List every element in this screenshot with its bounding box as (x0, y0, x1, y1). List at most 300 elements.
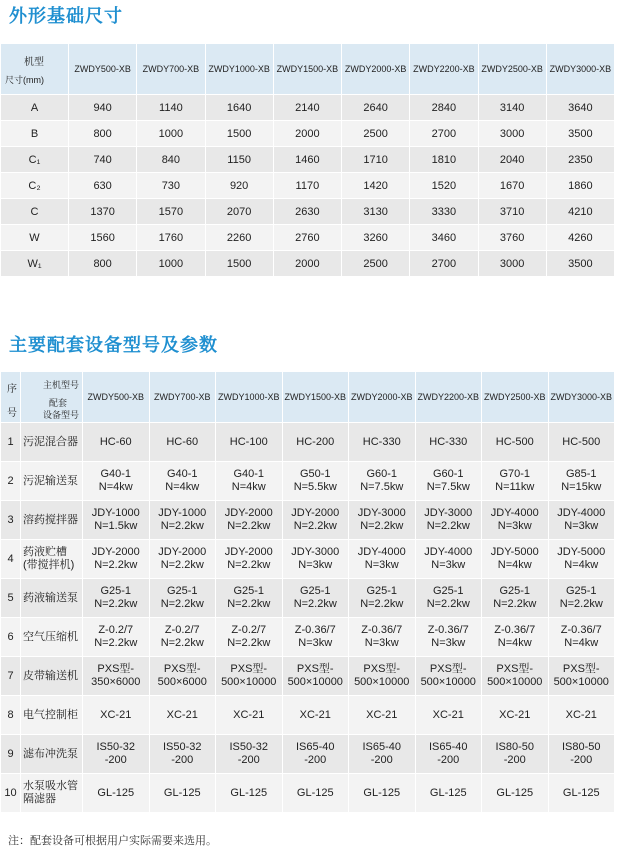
equipment-spec (83, 462, 150, 501)
dimension-value: 2070 (205, 199, 273, 225)
row-number: 1 (1, 423, 21, 462)
section-title-dimensions: 外形基础尺寸 (9, 6, 123, 27)
equipment-spec-line: N=2.2kw (293, 598, 337, 610)
equipment-spec (548, 462, 615, 501)
equipment-spec (349, 540, 416, 579)
seq-header-bottom: 号 (7, 408, 17, 419)
equipment-spec-line: N=2.2kw (94, 598, 138, 610)
equipment-spec-line: G70-1 (499, 468, 531, 480)
equipment-spec-line: HC-60 (166, 435, 199, 448)
dimension-value: 2760 (273, 225, 341, 251)
equipment-spec-line: N=2.2kw (160, 559, 204, 571)
equipment-spec-line: JDY-1000 (158, 507, 207, 519)
equipment-spec-line: GL-125 (496, 786, 534, 799)
dimensions-header-row (1, 44, 615, 95)
equipment-spec-line: N=3kw (364, 637, 399, 649)
equipment-spec-line: Z-0.36/7 (361, 624, 403, 636)
equipment-spec-line: XC-21 (565, 708, 597, 721)
equipment-spec-line: PXS型- (562, 663, 600, 675)
equipment-name (21, 423, 83, 462)
dimension-value: 2000 (273, 121, 341, 147)
equipment-spec (548, 657, 615, 696)
equipment-name (21, 657, 83, 696)
equipment-spec-line: 350×6000 (91, 676, 141, 688)
equipment-name (21, 540, 83, 579)
equipment-spec (216, 501, 283, 540)
row-number: 6 (1, 618, 21, 657)
dimension-value: 1520 (410, 173, 478, 199)
corner-size-label: 尺寸(mm) (5, 75, 44, 85)
model-header: ZWDY3000-XB (548, 372, 615, 423)
equipment-spec-line: IS50-32 (162, 741, 202, 753)
equipment-row (1, 423, 615, 462)
equipment-spec (216, 618, 283, 657)
equipment-spec (482, 423, 549, 462)
equipment-name (21, 735, 83, 774)
equipment-spec (83, 540, 150, 579)
equipment-spec-line: IS80-50 (561, 741, 601, 753)
dimensions-corner-cell (1, 44, 69, 95)
equipment-spec (349, 696, 416, 735)
equipment-spec (216, 540, 283, 579)
equipment-spec-line: N=4kw (497, 637, 532, 649)
equipment-spec (349, 735, 416, 774)
dimension-value: 3140 (478, 95, 546, 121)
dimensions-table (0, 43, 615, 277)
equipment-spec-line: JDY-4000 (357, 546, 406, 558)
equipment-spec-line: GL-125 (97, 786, 135, 799)
corner-equip-label-1: 配套 (49, 398, 68, 408)
equipment-spec (415, 462, 482, 501)
dimension-value: 1810 (410, 147, 478, 173)
equipment-spec (349, 423, 416, 462)
equipment-spec-line: -200 (370, 754, 393, 766)
dimension-value: 1860 (546, 173, 614, 199)
equipment-row (1, 540, 615, 579)
equipment-spec (282, 657, 349, 696)
equipment-name-line: 污泥混合器 (23, 435, 78, 448)
equipment-spec-line: JDY-4000 (490, 507, 539, 519)
dimension-value: 1710 (342, 147, 410, 173)
equipment-spec (216, 462, 283, 501)
equipment-spec (548, 501, 615, 540)
equipment-spec (149, 423, 216, 462)
dimension-row (1, 199, 615, 225)
equipment-spec (482, 696, 549, 735)
equipment-spec-line: N=2.2kw (360, 598, 404, 610)
equipment-spec-line: JDY-2000 (158, 546, 207, 558)
equipment-spec (149, 540, 216, 579)
equipment-table (0, 371, 615, 813)
equipment-spec-line: 500×10000 (221, 676, 277, 688)
dimension-value: 630 (69, 173, 137, 199)
dimension-value: 1640 (205, 95, 273, 121)
equipment-row (1, 462, 615, 501)
equipment-spec-line: G40-1 (100, 468, 132, 480)
equipment-row (1, 774, 615, 813)
equipment-spec (482, 579, 549, 618)
model-header: ZWDY2500-XB (478, 44, 546, 95)
equipment-spec-line: HC-330 (429, 435, 468, 448)
equipment-spec-line: N=7.5kw (426, 481, 470, 493)
equipment-spec (482, 735, 549, 774)
equipment-spec-line: Z-0.2/7 (231, 624, 267, 636)
equipment-spec (149, 501, 216, 540)
equipment-spec-line: G25-1 (499, 585, 531, 597)
dimension-value: 2630 (273, 199, 341, 225)
equipment-spec (349, 774, 416, 813)
dimension-value: 1170 (273, 173, 341, 199)
equipment-spec-line: N=2.2kw (160, 637, 204, 649)
equipment-spec (349, 501, 416, 540)
dimension-value: 3710 (478, 199, 546, 225)
equipment-spec-line: XC-21 (499, 708, 531, 721)
equipment-spec-line: G60-1 (432, 468, 464, 480)
equipment-spec-line: 500×10000 (287, 676, 343, 688)
equipment-spec-line: IS65-40 (295, 741, 335, 753)
equipment-spec (83, 501, 150, 540)
equipment-row (1, 579, 615, 618)
dimension-value: 3260 (342, 225, 410, 251)
equipment-spec-line: N=7.5kw (360, 481, 404, 493)
model-header: ZWDY2500-XB (482, 372, 549, 423)
equipment-spec (282, 618, 349, 657)
dimension-label: C₁ (1, 147, 69, 173)
equipment-spec (415, 657, 482, 696)
equipment-spec-line: G25-1 (166, 585, 198, 597)
equipment-spec (482, 540, 549, 579)
equipment-row (1, 618, 615, 657)
dimension-value: 800 (69, 251, 137, 277)
equipment-spec-line: IS50-32 (96, 741, 136, 753)
dimension-value: 2260 (205, 225, 273, 251)
equipment-name-line: 污泥输送泵 (23, 474, 78, 487)
equipment-spec-line: N=4kw (231, 481, 266, 493)
row-number: 4 (1, 540, 21, 579)
equipment-spec (548, 540, 615, 579)
equipment-spec (415, 618, 482, 657)
dimension-value: 1150 (205, 147, 273, 173)
equipment-spec-line: XC-21 (432, 708, 464, 721)
equipment-name-line: 水泵吸水管 (23, 780, 78, 792)
dimension-value: 1460 (273, 147, 341, 173)
equipment-spec (548, 696, 615, 735)
equipment-spec (149, 462, 216, 501)
dimension-value: 3640 (546, 95, 614, 121)
equipment-spec-line: -200 (171, 754, 194, 766)
dimension-value: 1500 (205, 251, 273, 277)
equipment-spec (548, 618, 615, 657)
dimension-value: 730 (137, 173, 205, 199)
equipment-spec (282, 540, 349, 579)
equipment-spec (83, 618, 150, 657)
dimension-value: 840 (137, 147, 205, 173)
row-number: 10 (1, 774, 21, 813)
equipment-name-line: 空气压缩机 (23, 630, 78, 643)
equipment-spec (83, 774, 150, 813)
equipment-name (21, 774, 83, 813)
equipment-spec-line: N=2.2kw (293, 520, 337, 532)
dimension-value: 1670 (478, 173, 546, 199)
equipment-spec-line: N=15kw (561, 481, 602, 493)
equipment-spec-line: -200 (503, 754, 526, 766)
dimension-value: 2500 (342, 251, 410, 277)
equipment-spec-line: GL-125 (562, 786, 600, 799)
dimension-row (1, 173, 615, 199)
equipment-spec (482, 618, 549, 657)
dimension-value: 800 (69, 121, 137, 147)
dimension-label: W (1, 225, 69, 251)
equipment-spec (83, 579, 150, 618)
equipment-spec (216, 774, 283, 813)
equipment-spec-line: PXS型- (163, 663, 201, 675)
dimension-value: 3500 (546, 121, 614, 147)
equipment-spec-line: JDY-1000 (91, 507, 140, 519)
equipment-spec-line: Z-0.36/7 (294, 624, 336, 636)
equipment-spec-line: G40-1 (233, 468, 265, 480)
equipment-spec (216, 579, 283, 618)
row-number: 9 (1, 735, 21, 774)
equipment-spec-line: N=1.5kw (94, 520, 138, 532)
corner-model-label: 机型 (24, 57, 44, 68)
seq-header (1, 372, 21, 423)
dimension-row (1, 121, 615, 147)
equipment-corner-cell (21, 372, 83, 423)
equipment-spec-line: 500×10000 (420, 676, 476, 688)
equipment-spec (149, 657, 216, 696)
dimension-label: A (1, 95, 69, 121)
equipment-name-line: 滤布冲洗泵 (23, 747, 78, 760)
model-header: ZWDY1000-XB (205, 44, 273, 95)
dimension-value: 3460 (410, 225, 478, 251)
equipment-spec-line: 500×10000 (487, 676, 543, 688)
equipment-spec (216, 735, 283, 774)
equipment-spec-line: N=4kw (564, 559, 599, 571)
equipment-spec-line: N=3kw (431, 637, 466, 649)
equipment-spec (282, 774, 349, 813)
equipment-spec-line: 500×10000 (354, 676, 410, 688)
equipment-spec-line: GL-125 (296, 786, 334, 799)
equipment-spec-line: JDY-2000 (224, 546, 273, 558)
equipment-spec-line: JDY-5000 (490, 546, 539, 558)
dimension-value: 1560 (69, 225, 137, 251)
equipment-spec-line: JDY-2000 (291, 507, 340, 519)
equipment-row (1, 735, 615, 774)
equipment-spec-line: Z-0.36/7 (427, 624, 469, 636)
equipment-name (21, 618, 83, 657)
dimension-value: 740 (69, 147, 137, 173)
equipment-spec (548, 774, 615, 813)
equipment-name (21, 696, 83, 735)
dimension-value: 3760 (478, 225, 546, 251)
equipment-spec (482, 501, 549, 540)
model-header: ZWDY1000-XB (216, 372, 283, 423)
equipment-spec-line: N=3kw (364, 559, 399, 571)
equipment-spec-line: GL-125 (163, 786, 201, 799)
dimension-value: 3330 (410, 199, 478, 225)
equipment-spec-line: G85-1 (565, 468, 597, 480)
equipment-spec-line: XC-21 (100, 708, 132, 721)
row-number: 5 (1, 579, 21, 618)
dimension-row (1, 225, 615, 251)
equipment-spec-line: Z-0.36/7 (560, 624, 602, 636)
equipment-spec-line: PXS型- (363, 663, 401, 675)
equipment-name-line: 溶药搅拌器 (23, 513, 78, 526)
dimension-value: 1000 (137, 251, 205, 277)
dimension-value: 4210 (546, 199, 614, 225)
equipment-name-line: 电气控制柜 (23, 708, 78, 721)
equipment-spec-line: PXS型- (296, 663, 334, 675)
equipment-spec-line: N=2.2kw (94, 637, 138, 649)
equipment-spec-line: N=2.2kw (426, 520, 470, 532)
equipment-spec-line: GL-125 (230, 786, 268, 799)
equipment-spec-line: -200 (104, 754, 127, 766)
model-header: ZWDY500-XB (69, 44, 137, 95)
equipment-spec-line: JDY-4000 (424, 546, 473, 558)
equipment-spec-line: XC-21 (166, 708, 198, 721)
dimension-row (1, 147, 615, 173)
equipment-spec-line: N=4kw (564, 637, 599, 649)
equipment-spec-line: PXS型- (97, 663, 135, 675)
equipment-spec-line: IS65-40 (362, 741, 402, 753)
dimension-value: 1570 (137, 199, 205, 225)
equipment-spec-line: PXS型- (496, 663, 534, 675)
equipment-spec (349, 579, 416, 618)
equipment-spec-line: -200 (304, 754, 327, 766)
equipment-spec (83, 696, 150, 735)
equipment-spec-line: N=2.2kw (360, 520, 404, 532)
equipment-spec (83, 423, 150, 462)
equipment-spec-line: JDY-3000 (291, 546, 340, 558)
equipment-spec-line: HC-500 (495, 435, 534, 448)
dimension-value: 2840 (410, 95, 478, 121)
dimension-value: 2140 (273, 95, 341, 121)
dimension-row (1, 251, 615, 277)
equipment-spec-line: 500×6000 (157, 676, 207, 688)
section-title-equipment: 主要配套设备型号及参数 (9, 335, 218, 356)
model-header: ZWDY500-XB (83, 372, 150, 423)
equipment-name-line: 皮带输送机 (23, 669, 78, 682)
equipment-spec (415, 579, 482, 618)
equipment-spec (482, 462, 549, 501)
equipment-spec-line: N=2.2kw (227, 637, 271, 649)
equipment-spec-line: N=2.2kw (227, 559, 271, 571)
dimension-value: 3000 (478, 121, 546, 147)
equipment-spec (282, 462, 349, 501)
equipment-spec-line: GL-125 (429, 786, 467, 799)
equipment-spec (482, 657, 549, 696)
equipment-spec-line: 500×10000 (553, 676, 609, 688)
row-number: 7 (1, 657, 21, 696)
equipment-row (1, 657, 615, 696)
row-number: 2 (1, 462, 21, 501)
equipment-row (1, 501, 615, 540)
equipment-row (1, 696, 615, 735)
equipment-spec (548, 423, 615, 462)
model-header: ZWDY2200-XB (410, 44, 478, 95)
dimension-value: 2700 (410, 251, 478, 277)
equipment-name-line: (带搅拌机) (23, 559, 75, 571)
equipment-spec-line: XC-21 (366, 708, 398, 721)
equipment-spec-line: N=2.2kw (160, 598, 204, 610)
equipment-spec-line: N=4kw (98, 481, 133, 493)
model-header: ZWDY700-XB (137, 44, 205, 95)
dimension-label: C₂ (1, 173, 69, 199)
equipment-spec-line: JDY-3000 (424, 507, 473, 519)
equipment-spec-line: JDY-3000 (357, 507, 406, 519)
equipment-spec (349, 618, 416, 657)
equipment-spec-line: -200 (570, 754, 593, 766)
equipment-spec (149, 735, 216, 774)
row-number: 3 (1, 501, 21, 540)
equipment-name-line: 药液输送泵 (23, 591, 78, 604)
equipment-spec-line: PXS型- (429, 663, 467, 675)
equipment-spec (216, 657, 283, 696)
dimension-value: 1500 (205, 121, 273, 147)
equipment-spec-line: -200 (437, 754, 460, 766)
equipment-spec (349, 462, 416, 501)
dimension-value: 1000 (137, 121, 205, 147)
equipment-spec-line: N=5.5kw (293, 481, 337, 493)
equipment-spec-line: JDY-2000 (91, 546, 140, 558)
equipment-spec-line: N=2.2kw (426, 598, 470, 610)
equipment-spec (415, 423, 482, 462)
equipment-spec (282, 735, 349, 774)
dimension-value: 1370 (69, 199, 137, 225)
equipment-spec-line: G25-1 (100, 585, 132, 597)
equipment-spec (216, 696, 283, 735)
dimension-value: 920 (205, 173, 273, 199)
dimension-value: 2500 (342, 121, 410, 147)
equipment-spec (282, 501, 349, 540)
equipment-spec-line: Z-0.2/7 (164, 624, 200, 636)
dimension-label: W₁ (1, 251, 69, 277)
dimension-value: 3130 (342, 199, 410, 225)
dimension-label: B (1, 121, 69, 147)
dimension-row (1, 95, 615, 121)
equipment-spec-line: GL-125 (363, 786, 401, 799)
equipment-spec-line: JDY-2000 (224, 507, 273, 519)
equipment-spec-line: JDY-5000 (557, 546, 606, 558)
dimension-value: 2350 (546, 147, 614, 173)
equipment-spec-line: N=3kw (298, 559, 333, 571)
model-header: ZWDY1500-XB (282, 372, 349, 423)
dimension-value: 1420 (342, 173, 410, 199)
equipment-spec-line: N=2.2kw (559, 598, 603, 610)
equipment-spec-line: N=3kw (298, 637, 333, 649)
equipment-spec-line: N=4kw (165, 481, 200, 493)
dimension-label: C (1, 199, 69, 225)
equipment-spec (548, 579, 615, 618)
equipment-spec-line: XC-21 (299, 708, 331, 721)
model-header: ZWDY3000-XB (546, 44, 614, 95)
equipment-spec (216, 423, 283, 462)
equipment-spec-line: G25-1 (299, 585, 331, 597)
dimension-value: 2040 (478, 147, 546, 173)
equipment-name (21, 462, 83, 501)
equipment-name-line: 隔滤器 (23, 793, 56, 805)
equipment-spec-line: Z-0.36/7 (494, 624, 536, 636)
model-header: ZWDY2200-XB (415, 372, 482, 423)
equipment-spec-line: G25-1 (432, 585, 464, 597)
dimension-value: 1760 (137, 225, 205, 251)
dimension-value: 2640 (342, 95, 410, 121)
corner-equip-label-2: 设备型号 (43, 410, 80, 420)
equipment-spec-line: N=3kw (564, 520, 599, 532)
equipment-spec-line: G25-1 (233, 585, 265, 597)
equipment-spec-line: G60-1 (366, 468, 398, 480)
equipment-spec (548, 735, 615, 774)
